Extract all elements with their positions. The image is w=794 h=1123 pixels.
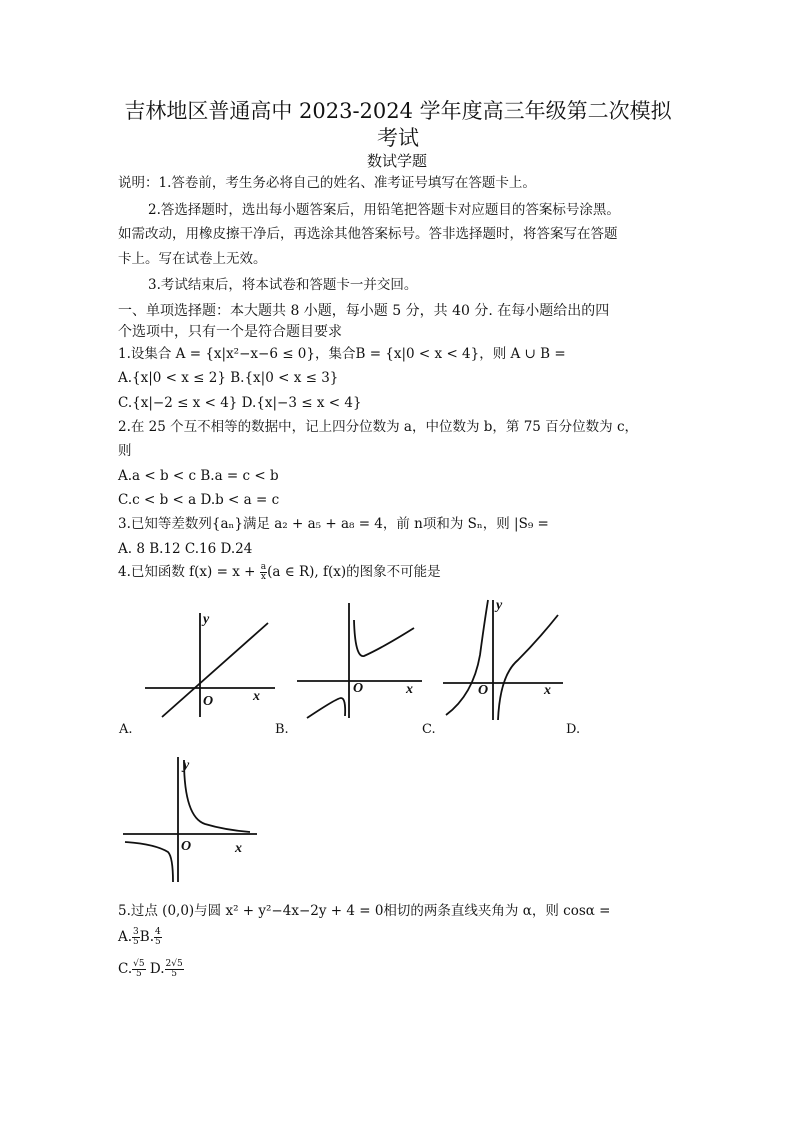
q2-stem-line-2: 则 bbox=[118, 443, 132, 459]
q2-options-cd: C.c < b < a D.b < a = c bbox=[118, 492, 280, 508]
origin-label: O bbox=[181, 839, 192, 854]
function-curve-right bbox=[184, 760, 250, 832]
q5-option-a-value bbox=[132, 928, 140, 947]
instruction-line-3: 如需改动，用橡皮擦干净后，再选涂其他答案标号。答非选择题时，将答案写在答题 bbox=[118, 226, 618, 242]
section-heading-line-1: 一、单项选择题：本大题共 8 小题，每小题 5 分，共 40 分. 在每小题给出的四 bbox=[118, 303, 610, 319]
q5-option-c-value bbox=[132, 960, 145, 979]
q5-option-b-den: 5 bbox=[155, 937, 161, 947]
q5-option-c-num: √5 bbox=[133, 959, 145, 969]
q5-option-c-label: C. bbox=[118, 961, 133, 977]
instruction-line-2: 2.答选择题时，选出每小题答案后，用铅笔把答题卡对应题目的答案标号涂黑。 bbox=[148, 202, 620, 218]
q3-options: A. 8 B.12 C.16 D.24 bbox=[118, 541, 253, 557]
section-heading-line-2: 个选项中，只有一个是符合题目要求 bbox=[118, 324, 342, 340]
exam-title: 吉林地区普通高中 2023-2024 学年度高三年级第二次模拟考试 bbox=[124, 99, 672, 150]
graph-option-d bbox=[120, 752, 260, 887]
q4-stem-post: (a ∈ R), f(x)的图象不可能是 bbox=[267, 564, 441, 580]
q4-fraction-numerator: a bbox=[260, 562, 267, 572]
y-axis-label: y bbox=[496, 598, 503, 613]
instruction-line-4: 卡上。写在试卷上无效。 bbox=[118, 251, 267, 267]
graph-option-b bbox=[292, 598, 427, 723]
x-axis-label: x bbox=[544, 683, 551, 698]
q5-option-d-label: D. bbox=[145, 961, 165, 977]
graph-d-label: D. bbox=[566, 722, 581, 737]
q5-option-d-value bbox=[165, 960, 184, 979]
q5-options-ab bbox=[118, 928, 162, 947]
origin-label: O bbox=[478, 683, 489, 698]
q2-stem-line-1: 2.在 25 个互不相等的数据中，记上四分位数为 a，中位数为 b，第 75 百分位数为 c， bbox=[118, 419, 639, 435]
q4-fraction-denominator: x bbox=[260, 572, 266, 582]
x-axis-label: x bbox=[235, 841, 242, 856]
y-axis-label: y bbox=[183, 758, 190, 773]
function-curve-right bbox=[498, 615, 558, 720]
q5-option-b-label: B. bbox=[139, 929, 154, 945]
q1-options-ab: A.{x|0 < x ≤ 2} B.{x|0 < x ≤ 3} bbox=[118, 370, 339, 386]
q4-stem-pre: 4.已知函数 f(x) = x + bbox=[118, 564, 260, 580]
x-axis-label: x bbox=[253, 689, 260, 704]
origin-label: O bbox=[353, 681, 364, 696]
q5-option-b-value bbox=[154, 928, 162, 947]
q5-option-b-num: 4 bbox=[155, 927, 161, 937]
q2-options-ab: A.a < b < c B.a = c < b bbox=[118, 468, 279, 484]
q3-stem: 3.已知等差数列{aₙ}满足 a₂ + a₅ + a₈ = 4，前 n项和为 Sₙ，则 |S₉ = bbox=[118, 516, 549, 532]
q5-option-d-num: 2√5 bbox=[165, 959, 183, 969]
graph-a-label: A. bbox=[119, 722, 133, 737]
q5-options-cd bbox=[118, 960, 184, 979]
q5-option-a-den: 5 bbox=[133, 937, 139, 947]
q5-option-d-den: 5 bbox=[171, 969, 177, 979]
graph-c-label: C. bbox=[422, 722, 436, 737]
origin-label: O bbox=[203, 694, 214, 709]
x-axis-label: x bbox=[406, 682, 413, 697]
q1-options-cd: C.{x|−2 ≤ x < 4} D.{x|−3 ≤ x < 4} bbox=[118, 395, 362, 411]
graph-b-label: B. bbox=[275, 722, 289, 737]
q5-stem: 5.过点 (0,0)与圆 x² + y²−4x−2y + 4 = 0相切的两条直线夹角为 α，则 cosα = bbox=[118, 903, 611, 919]
q5-option-a-label: A. bbox=[118, 929, 133, 945]
q5-option-c-den: 5 bbox=[136, 969, 142, 979]
graph-option-c bbox=[438, 595, 568, 725]
function-curve-left bbox=[307, 698, 345, 718]
exam-subtitle: 数试学题 bbox=[366, 152, 427, 170]
q5-option-a-num: 3 bbox=[133, 927, 139, 937]
y-axis-label: y bbox=[203, 612, 210, 627]
q4-stem bbox=[118, 563, 441, 582]
q4-fraction bbox=[260, 563, 267, 582]
instruction-line-5: 3.考试结束后，将本试卷和答题卡一并交回。 bbox=[148, 277, 418, 293]
graph-option-a bbox=[140, 605, 280, 720]
function-curve-left bbox=[125, 842, 173, 882]
q1-stem: 1.设集合 A = {x|x²−x−6 ≤ 0}，集合B = {x|0 < x < 4}，则 A ∪ B = bbox=[118, 346, 566, 362]
instruction-line-1: 说明：1.答卷前，考生务必将自己的姓名、准考证号填写在答题卡上。 bbox=[118, 175, 536, 191]
function-curve-right bbox=[354, 620, 414, 656]
